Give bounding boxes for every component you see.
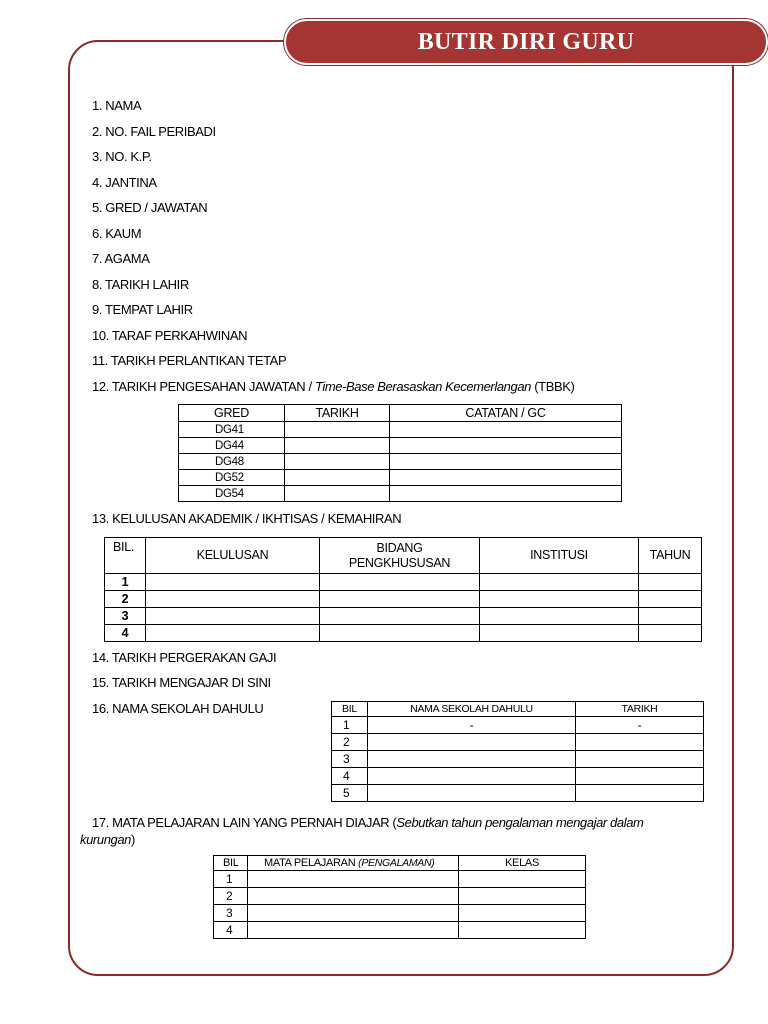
gred-cell: DG48: [179, 454, 285, 470]
kelas-cell[interactable]: [459, 905, 586, 922]
list-item: 3. NO. K.P.: [92, 149, 152, 164]
table-row: [179, 486, 622, 502]
col-header-bil: BIL.: [105, 538, 146, 574]
kelas-cell[interactable]: [459, 871, 586, 888]
col-header-nama-sekolah: NAMA SEKOLAH DAHULU: [368, 702, 576, 717]
item12-italic: Time-Base Berasaskan Kecemerlangan: [314, 378, 532, 394]
col-header-catatan: CATATAN / GC: [390, 405, 622, 422]
tarikh-cell[interactable]: [576, 751, 704, 768]
col-header-bidang: [320, 538, 480, 574]
list-item: 9. TEMPAT LAHIR: [92, 302, 193, 317]
kelulusan-cell[interactable]: [146, 591, 320, 608]
bil-cell: 2: [214, 888, 248, 905]
list-item: 7. AGAMA: [92, 251, 150, 266]
institusi-cell[interactable]: [480, 608, 639, 625]
mata-pelajaran-cell[interactable]: [248, 905, 459, 922]
bil-cell: 1: [105, 574, 146, 591]
bil-cell: 2: [105, 591, 146, 608]
tarikh-cell[interactable]: [576, 734, 704, 751]
item12-suffix: (TBBK): [531, 378, 575, 394]
section-17-heading: [92, 815, 643, 830]
title-banner: [284, 19, 768, 65]
table-row: [105, 591, 702, 608]
tahun-cell[interactable]: [639, 574, 702, 591]
table-row: [332, 717, 704, 734]
section-16-heading: 16. NAMA SEKOLAH DAHULU: [92, 701, 264, 716]
gred-cell: DG41: [179, 422, 285, 438]
mata-pelajaran-cell[interactable]: [248, 871, 459, 888]
tahun-cell[interactable]: [639, 608, 702, 625]
catatan-cell[interactable]: [390, 486, 622, 502]
item17-italic-1: Sebutkan tahun pengalaman mengajar dalam: [396, 815, 644, 830]
table-row: [179, 422, 622, 438]
gred-table: [178, 404, 622, 502]
table-row: [105, 574, 702, 591]
table-row: [332, 734, 704, 751]
table-row: [214, 871, 586, 888]
nama-sekolah-cell[interactable]: [368, 768, 576, 785]
tarikh-cell[interactable]: [576, 785, 704, 802]
bidang-cell[interactable]: [320, 574, 480, 591]
list-item: 2. NO. FAIL PERIBADI: [92, 123, 216, 139]
bil-cell: 1: [214, 871, 248, 888]
table-row: [105, 625, 702, 642]
gred-cell: DG54: [179, 486, 285, 502]
tarikh-cell[interactable]: [285, 486, 390, 502]
col-header-tahun: TAHUN: [639, 538, 702, 574]
nama-sekolah-cell[interactable]: [368, 734, 576, 751]
nama-sekolah-cell[interactable]: [368, 785, 576, 802]
item17-suffix: ): [131, 832, 135, 847]
col-header-kelas: KELAS: [459, 856, 586, 871]
kelulusan-cell[interactable]: [146, 608, 320, 625]
bil-cell: 4: [105, 625, 146, 642]
nama-sekolah-cell[interactable]: [368, 751, 576, 768]
bil-cell: 5: [332, 785, 368, 802]
table-row: [105, 608, 702, 625]
table-row: [179, 438, 622, 454]
table-row: [214, 922, 586, 939]
pengalaman-label: (PENGALAMAN): [358, 857, 435, 869]
sekolah-dahulu-table: [331, 701, 704, 802]
bil-cell: 2: [332, 734, 368, 751]
list-item: 4. JANTINA: [92, 174, 157, 190]
bil-cell: 3: [214, 905, 248, 922]
list-item: 1. NAMA: [92, 98, 142, 113]
col-header-bil: BIL: [214, 856, 248, 871]
mata-pelajaran-cell[interactable]: [248, 922, 459, 939]
gred-cell: DG44: [179, 438, 285, 454]
bidang-cell[interactable]: [320, 591, 480, 608]
tarikh-cell[interactable]: -: [576, 717, 704, 734]
col-header-tarikh: TARIKH: [285, 405, 390, 422]
nama-sekolah-cell[interactable]: -: [368, 717, 576, 734]
kelas-cell[interactable]: [459, 922, 586, 939]
table-row: [332, 785, 704, 802]
mata-pelajaran-table: [213, 855, 586, 939]
section-14-heading: 14. TARIKH PERGERAKAN GAJI: [92, 650, 277, 665]
catatan-cell[interactable]: [390, 438, 622, 454]
table-row: [214, 905, 586, 922]
list-item: 11. TARIKH PERLANTIKAN TETAP: [92, 353, 287, 368]
kelulusan-table: [104, 537, 702, 642]
institusi-cell[interactable]: [480, 574, 639, 591]
table-header-row: [179, 405, 622, 422]
tarikh-cell[interactable]: [285, 470, 390, 486]
table-header-row: [332, 702, 704, 717]
table-header-row: [105, 538, 702, 574]
table-row: [214, 888, 586, 905]
tahun-cell[interactable]: [639, 625, 702, 642]
personal-details-list: [92, 97, 574, 403]
item12-prefix: 12. TARIKH PENGESAHAN JAWATAN /: [92, 378, 315, 394]
tarikh-cell[interactable]: [285, 422, 390, 438]
item17-italic-2: kurungan: [80, 832, 132, 847]
col-header-institusi: INSTITUSI: [480, 538, 639, 574]
bil-cell: 3: [105, 608, 146, 625]
kelas-cell[interactable]: [459, 888, 586, 905]
col-header-tarikh: TARIKH: [576, 702, 704, 717]
table-header-row: [214, 856, 586, 871]
table-row: [332, 751, 704, 768]
institusi-cell[interactable]: [480, 625, 639, 642]
tahun-cell[interactable]: [639, 591, 702, 608]
col-header-gred: GRED: [179, 405, 285, 422]
col-header-kelulusan: KELULUSAN: [146, 538, 320, 574]
list-item: 6. KAUM: [92, 225, 142, 241]
tarikh-cell[interactable]: [576, 768, 704, 785]
list-item: 5. GRED / JAWATAN: [92, 200, 208, 215]
bil-cell: 4: [214, 922, 248, 939]
institusi-cell[interactable]: [480, 591, 639, 608]
list-item: 10. TARAF PERKAHWINAN: [92, 327, 248, 343]
item17-prefix: 17. MATA PELAJARAN LAIN YANG PERNAH DIAJAR (: [92, 815, 397, 830]
bil-cell: 1: [332, 717, 368, 734]
table-row: [332, 768, 704, 785]
tarikh-cell[interactable]: [285, 438, 390, 454]
bidang-line: BIDANG: [376, 540, 423, 555]
list-item: 8. TARIKH LAHIR: [92, 276, 189, 292]
gred-cell: DG52: [179, 470, 285, 486]
list-item-12: [92, 378, 574, 404]
catatan-cell[interactable]: [390, 454, 622, 470]
pengkhususan-line: PENGKHUSUSAN: [348, 555, 451, 570]
bidang-cell[interactable]: [320, 625, 480, 642]
section-13-heading: 13. KELULUSAN AKADEMIK / IKHTISAS / KEMAHIRAN: [92, 511, 402, 526]
catatan-cell[interactable]: [390, 470, 622, 486]
mata-pelajaran-cell[interactable]: [248, 888, 459, 905]
bil-cell: 4: [332, 768, 368, 785]
kelulusan-cell[interactable]: [146, 574, 320, 591]
kelulusan-cell[interactable]: [146, 625, 320, 642]
table-row: [179, 454, 622, 470]
section-15-heading: 15. TARIKH MENGAJAR DI SINI: [92, 675, 271, 690]
tarikh-cell[interactable]: [285, 454, 390, 470]
page-title: BUTIR DIRI GURU: [417, 29, 635, 55]
section-17-heading-cont: [80, 832, 135, 847]
bidang-cell[interactable]: [320, 608, 480, 625]
bil-cell: 3: [332, 751, 368, 768]
table-row: [179, 470, 622, 486]
mata-pelajaran-label: MATA PELAJARAN: [264, 857, 359, 869]
col-header-mata-pelajaran: [248, 856, 459, 871]
catatan-cell[interactable]: [390, 422, 622, 438]
col-header-bil: BIL: [332, 702, 368, 717]
